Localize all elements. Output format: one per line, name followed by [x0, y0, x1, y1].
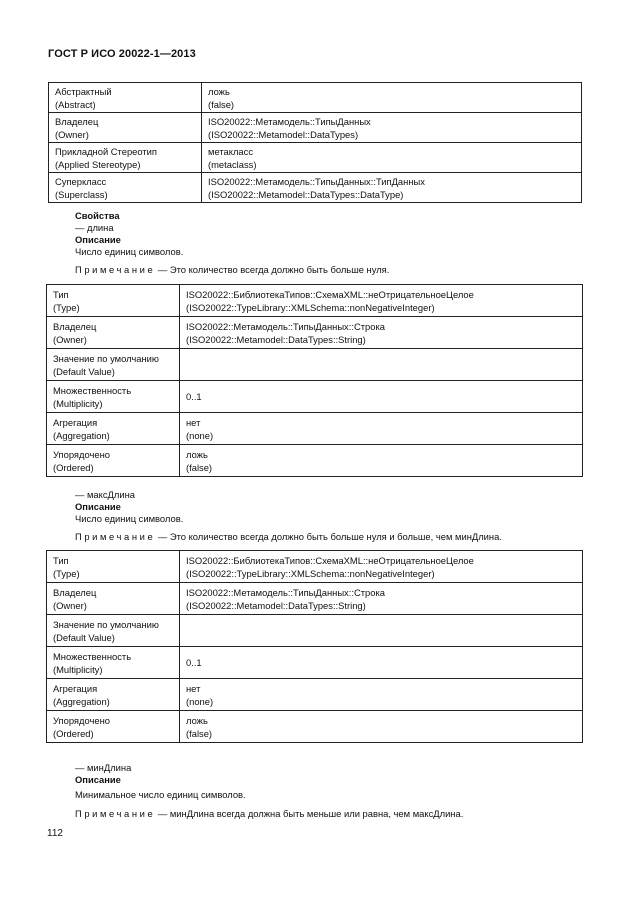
table-row	[47, 647, 583, 679]
row-label-cell	[47, 551, 180, 583]
page-number: 112	[47, 828, 63, 839]
property-name: — длина	[75, 222, 114, 233]
row-label-cell	[49, 173, 202, 203]
table-row	[47, 445, 583, 477]
row-value-cell	[180, 381, 583, 413]
table-row	[47, 317, 583, 349]
row-value-cell	[180, 349, 583, 381]
row-label-cell	[47, 349, 180, 381]
row-label-cell	[49, 83, 202, 113]
label-en: (Owner)	[53, 599, 87, 611]
properties-table-length	[46, 284, 583, 477]
label-en: (Default Value)	[53, 365, 115, 377]
value-en: (ISO20022::TypeLibrary::XMLSchema::nonNegativeInteger)	[186, 567, 435, 579]
properties-table-class	[48, 82, 582, 203]
value-ru: ISO20022::Метамодель::ТипыДанных::ТипДанных	[208, 175, 425, 187]
row-value-cell	[202, 173, 582, 203]
value-en: (none)	[186, 429, 214, 441]
table-row	[49, 113, 582, 143]
value-en: (ISO20022::Metamodel::DataTypes)	[208, 128, 359, 140]
label-ru: Значение по умолчанию	[53, 618, 159, 630]
table-row	[47, 413, 583, 445]
row-label-cell	[47, 711, 180, 743]
row-value-cell	[180, 317, 583, 349]
note	[75, 808, 463, 820]
table-row	[47, 551, 583, 583]
table-row	[47, 381, 583, 413]
value-ru: нет	[186, 682, 201, 694]
row-label-cell	[49, 143, 202, 173]
section-heading: Свойства	[75, 210, 120, 221]
row-value-cell	[180, 413, 583, 445]
page-header: ГОСТ Р ИСО 20022-1—2013	[48, 48, 196, 60]
note-label: Примечание	[75, 264, 156, 275]
label-ru: Множественность	[53, 384, 132, 396]
label-en: (Superclass)	[55, 188, 108, 200]
label-en: (Owner)	[55, 128, 89, 140]
value-ru: ложь	[208, 85, 230, 97]
label-en: (Abstract)	[55, 98, 96, 110]
row-value-cell	[202, 113, 582, 143]
row-label-cell	[49, 113, 202, 143]
row-value-cell	[180, 615, 583, 647]
value-ru: 0..1	[186, 657, 202, 668]
row-label-cell	[47, 647, 180, 679]
label-ru: Агрегация	[53, 682, 98, 694]
value-ru: ISO20022::Метамодель::ТипыДанных	[208, 115, 371, 127]
value-ru: ISO20022::Метамодель::ТипыДанных::Строка	[186, 586, 385, 598]
label-ru: Прикладной Стереотип	[55, 145, 157, 157]
label-ru: Владелец	[53, 320, 97, 332]
description-label: Описание	[75, 774, 121, 785]
note-text: — Это количество всегда должно быть больше нуля и больше, чем минДлина.	[155, 531, 502, 542]
note	[75, 264, 389, 276]
note-label: Примечание	[75, 531, 156, 542]
table-row	[47, 285, 583, 317]
value-en: (none)	[186, 695, 214, 707]
value-ru: ложь	[186, 714, 208, 726]
value-ru: 0..1	[186, 391, 202, 402]
description-label: Описание	[75, 501, 121, 512]
table-row	[47, 711, 583, 743]
row-value-cell	[180, 445, 583, 477]
label-ru: Агрегация	[53, 416, 98, 428]
table-row	[49, 173, 582, 203]
table-row	[47, 349, 583, 381]
table-row	[47, 583, 583, 615]
value-en: (ISO20022::Metamodel::DataTypes::String)	[186, 333, 366, 345]
table-row	[49, 83, 582, 113]
properties-table-max-length	[46, 550, 583, 743]
label-en: (Applied Stereotype)	[55, 158, 141, 170]
row-label-cell	[47, 679, 180, 711]
value-en: (ISO20022::Metamodel::DataTypes::String)	[186, 599, 366, 611]
value-en: (false)	[186, 727, 213, 739]
label-ru: Значение по умолчанию	[53, 352, 159, 364]
description-text: Число единиц символов.	[75, 513, 184, 524]
value-ru: ISO20022::Метамодель::ТипыДанных::Строка	[186, 320, 385, 332]
label-en: (Default Value)	[53, 631, 115, 643]
row-value-cell	[180, 679, 583, 711]
label-en: (Multiplicity)	[53, 397, 103, 409]
label-ru: Владелец	[53, 586, 97, 598]
label-en: (Ordered)	[53, 727, 94, 739]
value-en: (false)	[208, 98, 235, 110]
label-en: (Type)	[53, 301, 80, 313]
value-ru: ISO20022::БиблиотекаТипов::СхемаXML::неОтрицательноеЦелое	[186, 554, 474, 566]
label-ru: Владелец	[55, 115, 99, 127]
table-row	[47, 615, 583, 647]
row-label-cell	[47, 615, 180, 647]
property-name: — максДлина	[75, 489, 135, 500]
property-name: — минДлина	[75, 762, 132, 773]
row-label-cell	[47, 381, 180, 413]
label-ru: Суперкласс	[55, 175, 107, 187]
value-ru: нет	[186, 416, 201, 428]
row-value-cell	[202, 83, 582, 113]
label-ru: Тип	[53, 288, 69, 300]
label-ru: Тип	[53, 554, 69, 566]
row-label-cell	[47, 285, 180, 317]
value-ru: ложь	[186, 448, 208, 460]
note	[75, 531, 502, 543]
label-ru: Упорядочено	[53, 714, 110, 726]
note-text: — Это количество всегда должно быть больше нуля.	[155, 264, 390, 275]
row-value-cell	[180, 711, 583, 743]
value-ru: ISO20022::БиблиотекаТипов::СхемаXML::неОтрицательноеЦелое	[186, 288, 474, 300]
value-en: (false)	[186, 461, 213, 473]
description-text: Минимальное число единиц символов.	[75, 789, 246, 800]
row-label-cell	[47, 583, 180, 615]
row-value-cell	[180, 285, 583, 317]
label-en: (Type)	[53, 567, 80, 579]
row-label-cell	[47, 445, 180, 477]
row-value-cell	[202, 143, 582, 173]
label-en: (Aggregation)	[53, 429, 110, 441]
row-value-cell	[180, 551, 583, 583]
value-en: (ISO20022::TypeLibrary::XMLSchema::nonNegativeInteger)	[186, 301, 435, 313]
label-ru: Множественность	[53, 650, 132, 662]
row-value-cell	[180, 583, 583, 615]
row-value-cell	[180, 647, 583, 679]
row-label-cell	[47, 317, 180, 349]
table-row	[49, 143, 582, 173]
label-ru: Упорядочено	[53, 448, 110, 460]
label-en: (Owner)	[53, 333, 87, 345]
label-en: (Aggregation)	[53, 695, 110, 707]
table-row	[47, 679, 583, 711]
row-label-cell	[47, 413, 180, 445]
label-en: (Ordered)	[53, 461, 94, 473]
value-ru: метакласс	[208, 145, 254, 157]
label-en: (Multiplicity)	[53, 663, 103, 675]
note-label: Примечание	[75, 808, 156, 819]
value-en: (metaclass)	[208, 158, 257, 170]
label-ru: Абстрактный	[55, 85, 112, 97]
description-label: Описание	[75, 234, 121, 245]
note-text: — минДлина всегда должна быть меньше или равна, чем максДлина.	[155, 808, 464, 819]
description-text: Число единиц символов.	[75, 246, 184, 257]
value-en: (ISO20022::Metamodel::DataTypes::DataType)	[208, 188, 404, 200]
